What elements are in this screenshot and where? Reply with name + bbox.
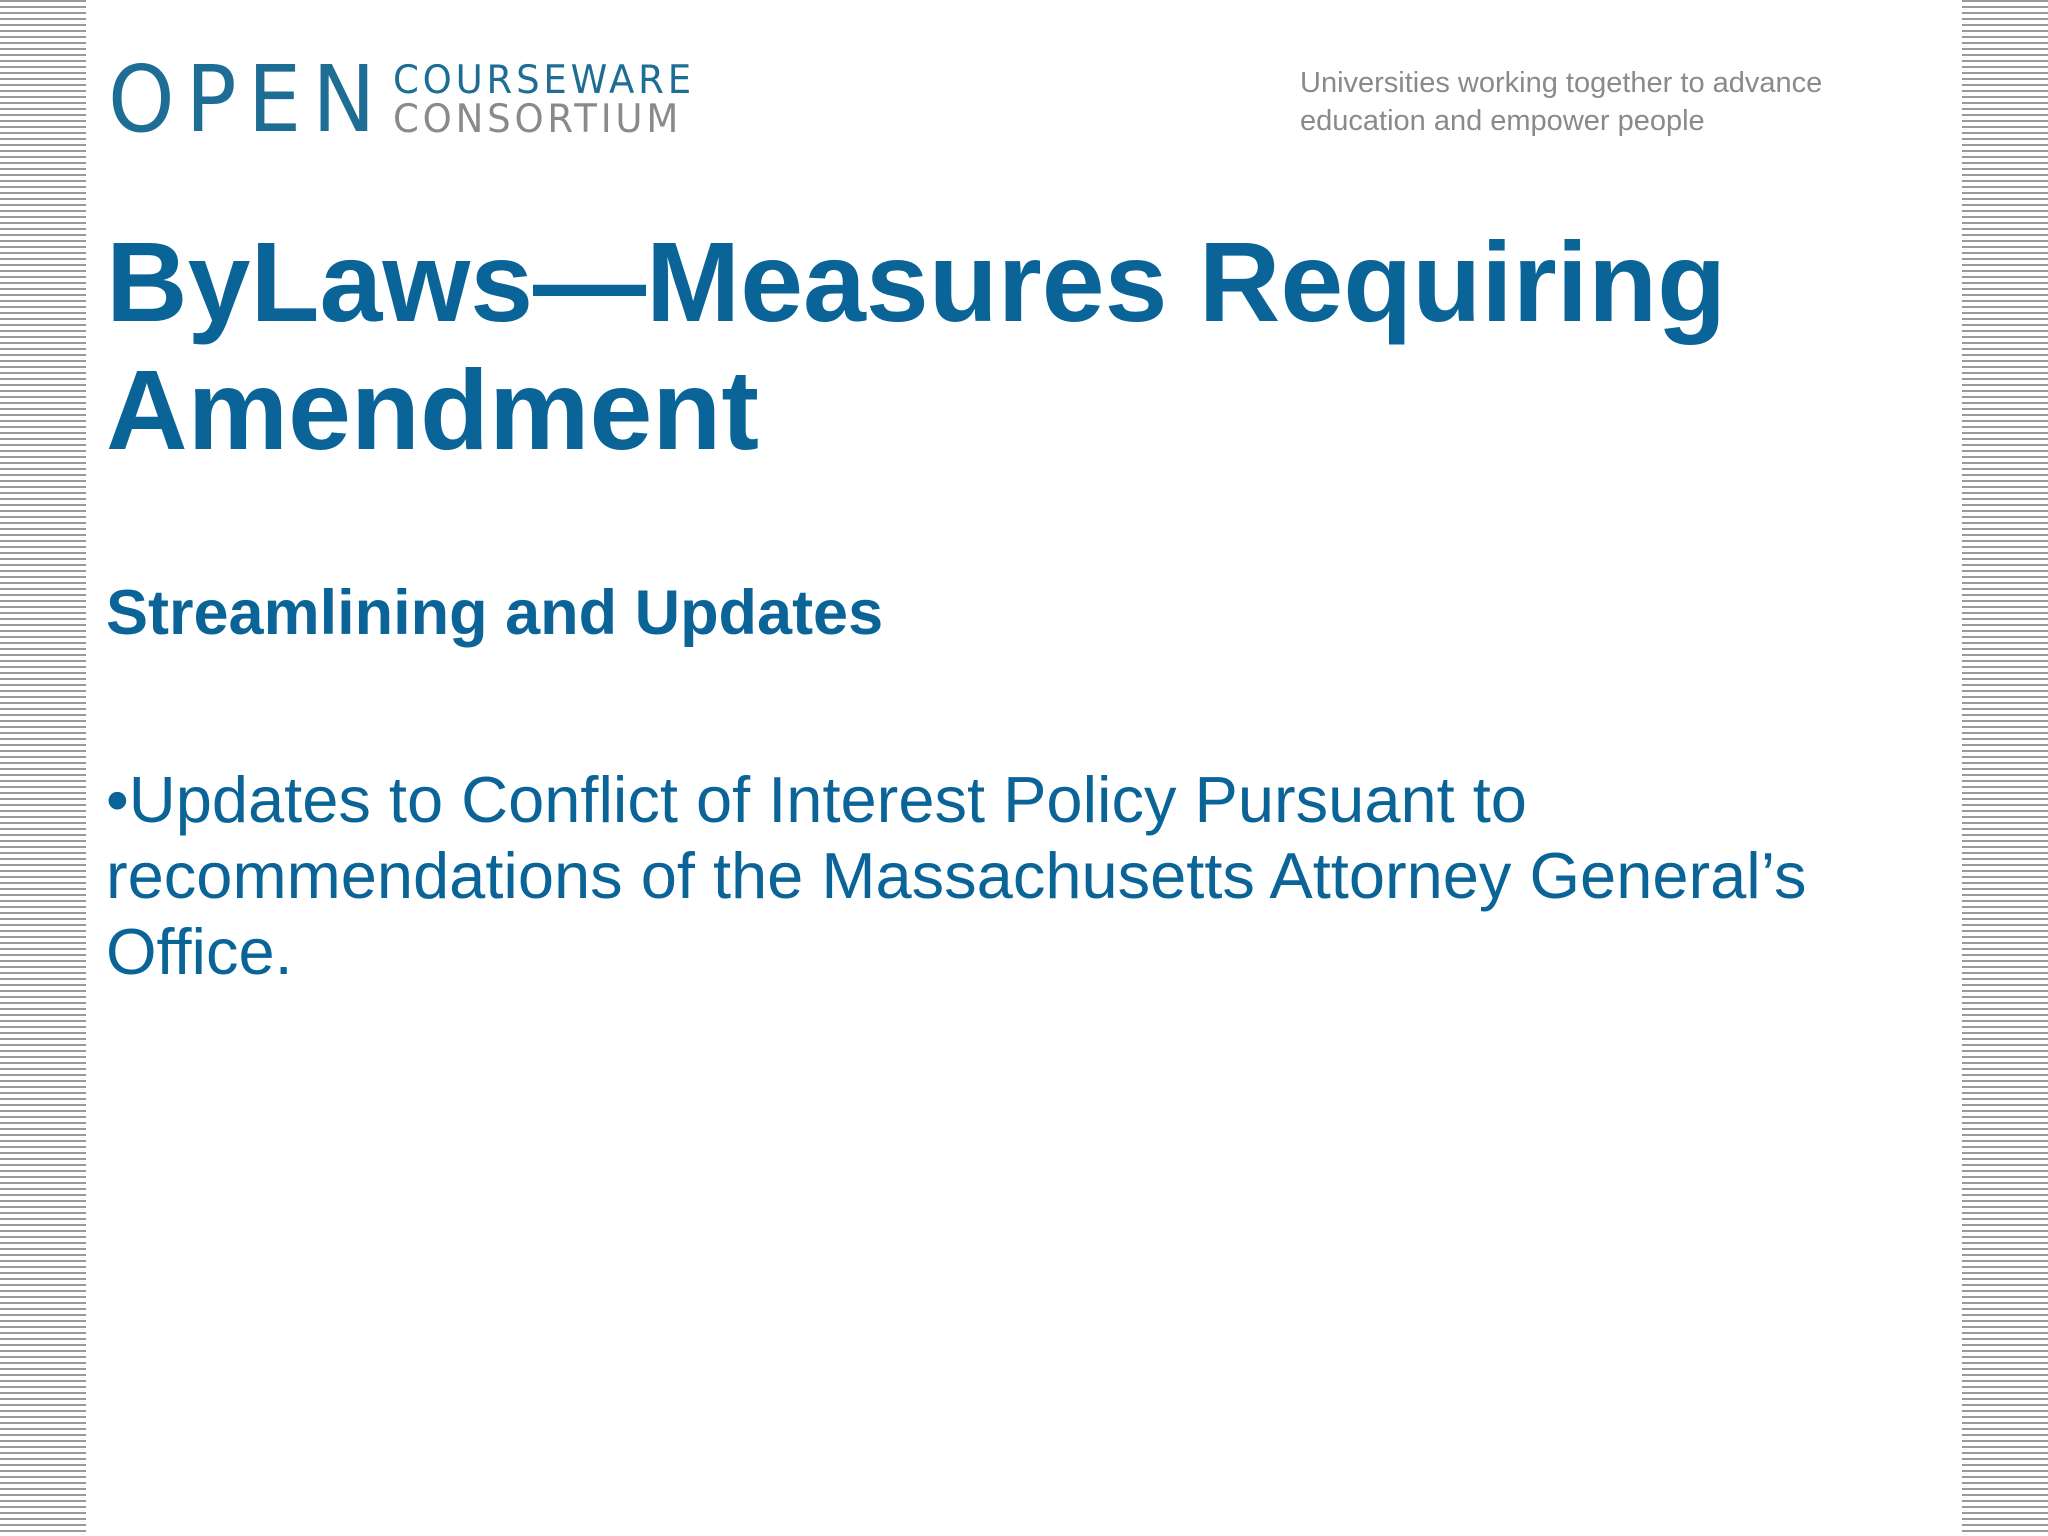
slide-title-line-2: Amendment — [106, 347, 759, 473]
tagline-line-2: education and empower people — [1300, 105, 1705, 137]
slide-subtitle: Streamlining and Updates — [106, 578, 884, 648]
bullet-line-2: recommendations of the Massachusetts Attorney General’s — [106, 839, 1807, 912]
slide-title-line-1: ByLaws—Measures Requiring — [106, 219, 1727, 345]
bullet-paragraph — [106, 762, 1946, 990]
slide — [86, 0, 1962, 1536]
logo-open-text: OPEN — [108, 46, 387, 153]
slide-title — [106, 218, 1926, 474]
bullet-line-1: •Updates to Conflict of Interest Policy Pursuant to — [106, 763, 1527, 836]
logo-courseware-text: COURSEWARE — [392, 58, 695, 103]
logo-wordmark-stack — [392, 58, 711, 142]
bullet-line-3: Office. — [106, 915, 293, 988]
tagline-line-1: Universities working together to advance — [1300, 67, 1823, 99]
logo-consortium-text: CONSORTIUM — [392, 97, 682, 142]
left-stripe-border — [0, 0, 86, 1536]
ocw-consortium-logo — [108, 46, 711, 153]
right-stripe-border — [1962, 0, 2048, 1536]
tagline — [1300, 64, 1920, 140]
